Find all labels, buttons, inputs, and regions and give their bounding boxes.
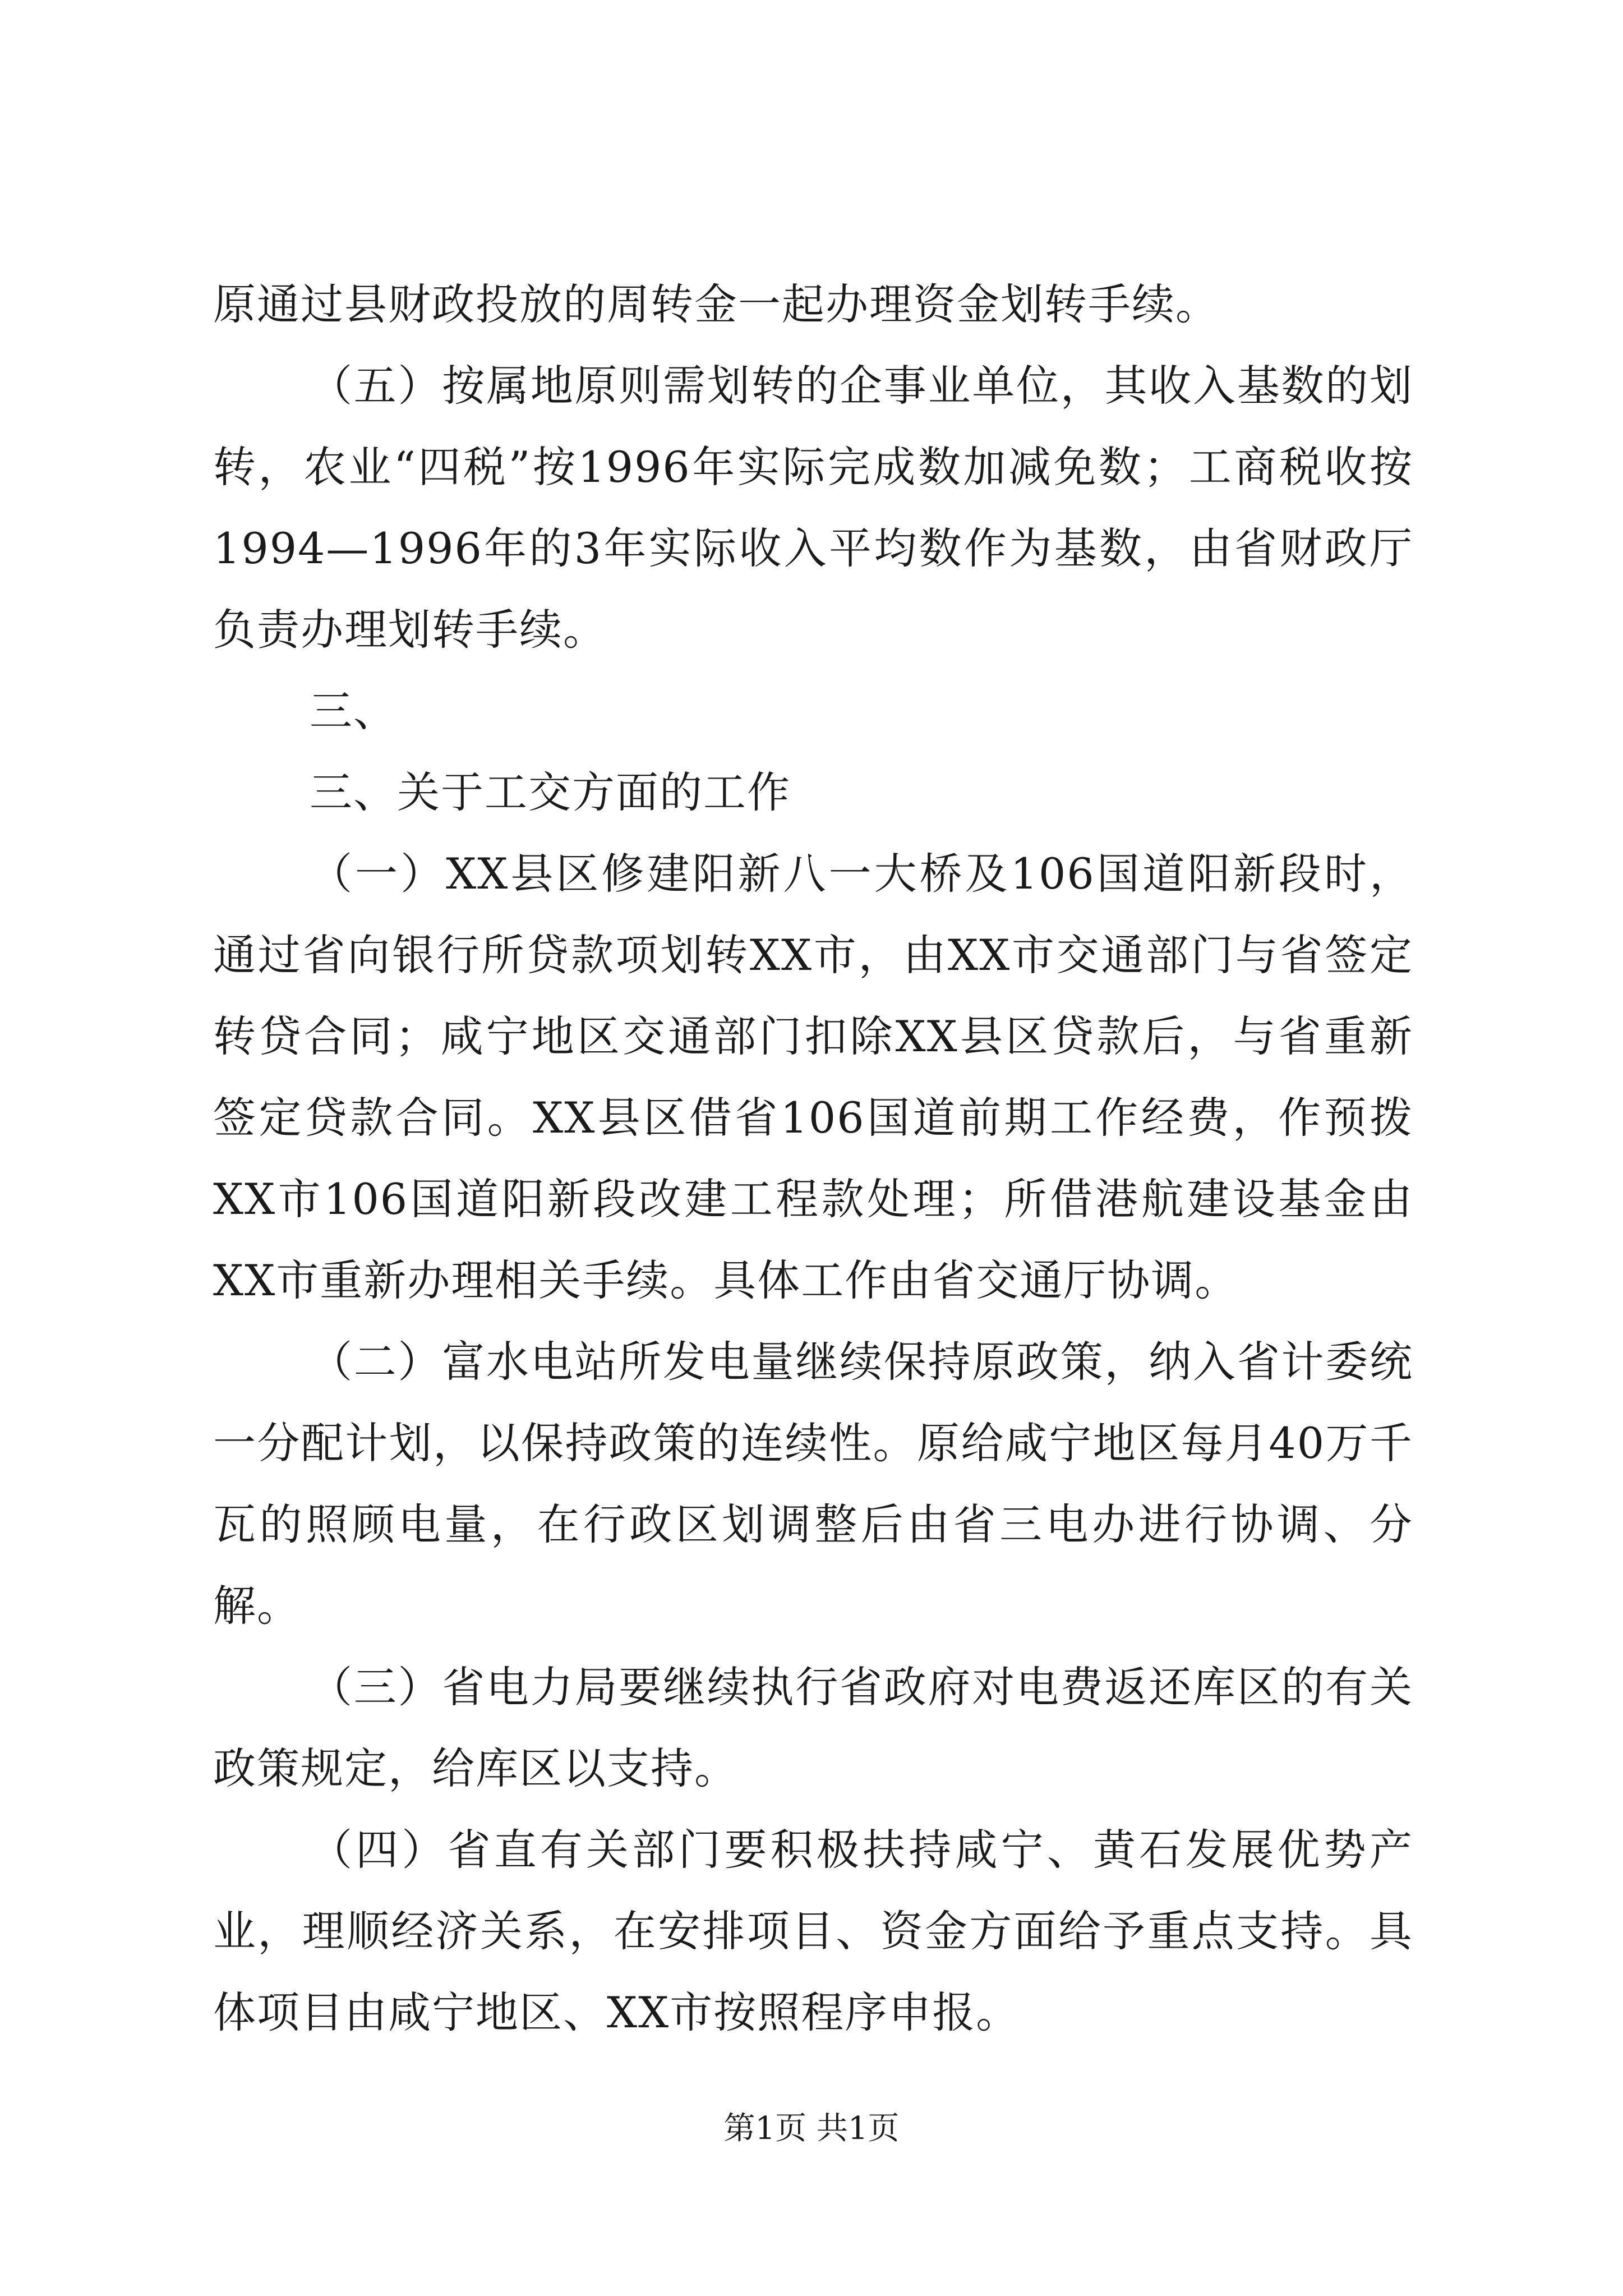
paragraph-item-5: （五）按属地原则需划转的企事业单位，其收入基数的划转，农业“四税”按1996年实际完成数加减免数；工商税收按1994—1996年的3年实际收入平均数作为基数，由省财政厅负责办理划转手续。 <box>213 361 1413 655</box>
document-body <box>213 264 1413 2053</box>
paragraph-item-1: （一）XX县区修建阳新八一大桥及106国道阳新段时，通过省向银行所贷款项划转XX市，由XX市交通部门与省签定转贷合同；咸宁地区交通部门扣除XX县区贷款后，与省重新签定贷款合同。XX县区借省106国道前期工作经费，作预拨XX市106国道阳新段改建工程款处理；所借港航建设基金由XX市重新办理相关手续。具体工作由省交通厅协调。 <box>213 849 1413 1305</box>
section-heading: 三、关于工交方面的工作 <box>310 767 791 817</box>
section-heading-fragment: 三、 <box>310 686 397 736</box>
paragraph-item-3: （三）省电力局要继续执行省政府对电费返还库区的有关政策规定，给库区以支持。 <box>213 1662 1413 1793</box>
paragraph-item-2: （二）富水电站所发电量继续保持原政策，纳入省计委统一分配计划，以保持政策的连续性。原给咸宁地区每月40万千瓦的照顾电量，在行政区划调整后由省三电办进行协调、分解。 <box>213 1337 1413 1631</box>
page-footer: 第1页 共1页 <box>723 2110 900 2147</box>
paragraph-continuation: 原通过县财政投放的周转金一起办理资金划转手续。 <box>213 279 1219 329</box>
paragraph-item-4: （四）省直有关部门要积极扶持咸宁、黄石发展优势产业，理顺经济关系，在安排项目、资金方面给予重点支持。具体项目由咸宁地区、XX市按照程序申报。 <box>213 1825 1413 2037</box>
